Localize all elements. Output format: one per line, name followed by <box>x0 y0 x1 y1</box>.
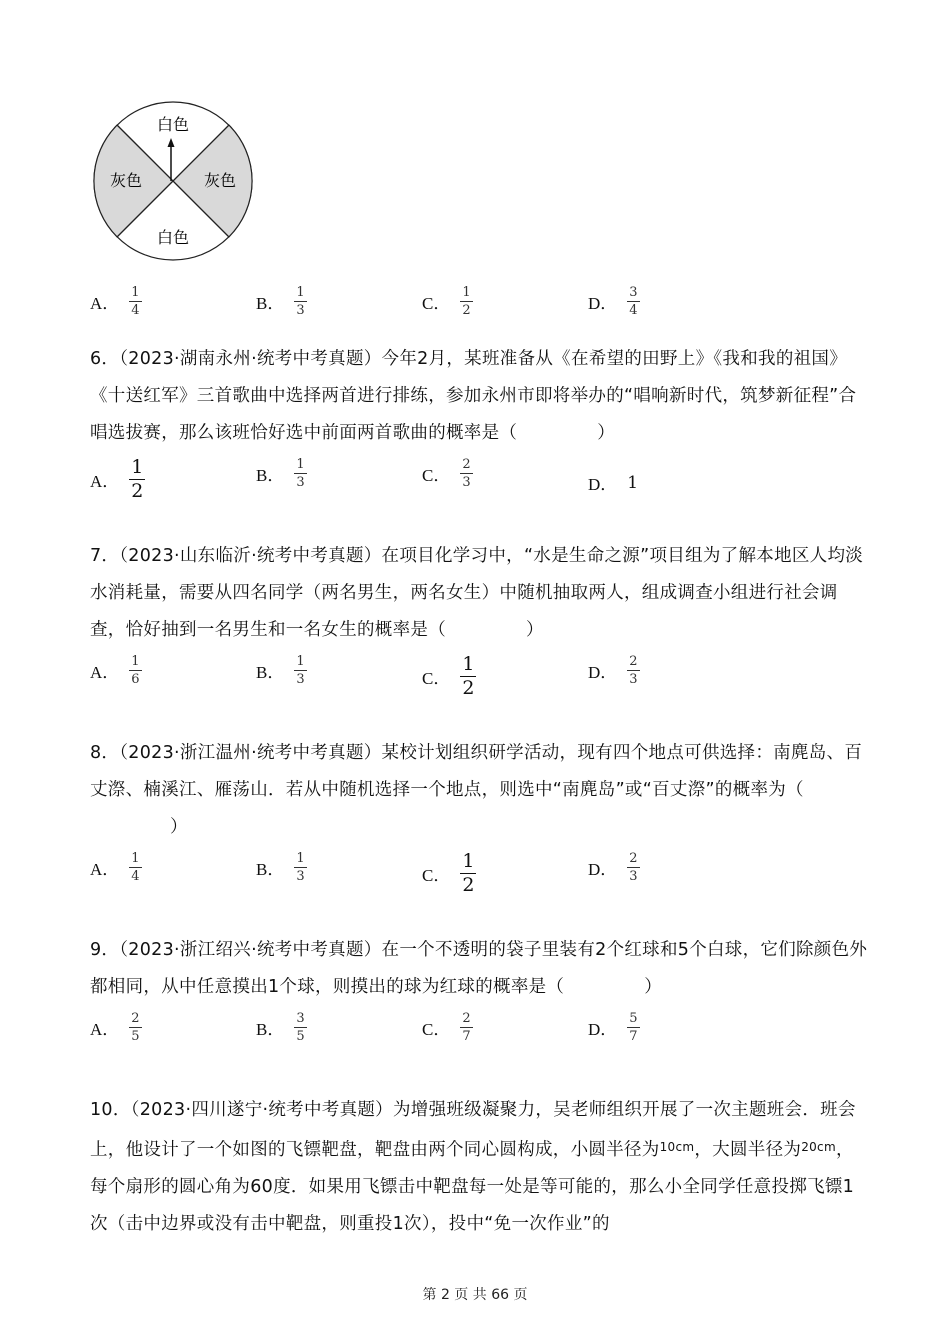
q5-option-b: B． $\frac{1}{3}$ <box>256 285 305 318</box>
question-6: 6．（2023·湖南永州·统考中考真题）今年2月，某班准备从《在希望的田野上》《我和我的祖国》《十送红军》三首歌曲中选择两首进行排练，参加永州市即将举办的“唱响新时代，筑梦新征程”合唱选拔赛，那么该班恰好选中前面两首歌曲的概率是（ ） <box>90 349 857 443</box>
q8-option-a: A． $\frac{1}{4}$ <box>90 851 140 884</box>
q5-option-d: D． $\frac{3}{4}$ <box>588 285 638 318</box>
page-footer: 第 2 页 共 66 页 <box>422 1287 528 1303</box>
q6-option-c: C． $\frac{2}{3}$ <box>422 457 471 490</box>
q8-option-d: D． $\frac{2}{3}$ <box>588 851 638 884</box>
q5-option-a: A． $\frac{1}{4}$ <box>90 285 140 318</box>
q9-option-d: D． $\frac{5}{7}$ <box>588 1011 638 1044</box>
q6-option-d: D． 1 <box>588 472 639 494</box>
q7-option-d: D． $\frac{2}{3}$ <box>588 654 638 687</box>
wheel-label-right: 灰色 <box>203 171 237 190</box>
question-10: 10．（2023·四川遂宁·统考中考真题）为增强班级凝聚力，吴老师组织开展了一次主题班会．班会上，他设计了一个如图的飞镖靶盘，靶盘由两个同心圆构成，小圆半径为$^{10cm}$，大圆半径为$^{20cm}$，每个扇形的圆心角为60度．如果用飞镖击中靶盘每一处是等可能的，那么小全同学任意投掷飞镖1次（击中边界或没有击中靶盘，则重投1次），投中“免一次作业”的 <box>90 1100 856 1234</box>
wheel-label-left: 灰色 <box>109 171 143 190</box>
question-7: 7．（2023·山东临沂·统考中考真题）在项目化学习中，“水是生命之源”项目组为了解本地区人均淡水消耗量，需要从四名同学（两名男生，两名女生）中随机抽取两人，组成调查小组进行社会调查，恰好抽到一名男生和一名女生的概率是（ ） <box>90 546 864 640</box>
q7-option-b: B． $\frac{1}{3}$ <box>256 654 305 687</box>
q6-option-a: A． $\frac{1}{2}$ <box>90 456 144 502</box>
question-9: 9．（2023·浙江绍兴·统考中考真题）在一个不透明的袋子里装有2个红球和5个白球，它们除颜色外都相同，从中任意摸出1个球，则摸出的球为红球的概率是（ ） <box>90 940 868 997</box>
q7-option-c: C． $\frac{1}{2}$ <box>422 653 475 699</box>
q9-option-a: A． $\frac{2}{5}$ <box>90 1011 140 1044</box>
q5-options <box>0 286 950 336</box>
q8-option-c: C． $\frac{1}{2}$ <box>422 850 475 896</box>
q7-options <box>0 655 950 705</box>
q8-option-b: B． $\frac{1}{3}$ <box>256 851 305 884</box>
q7-option-a: A． $\frac{1}{6}$ <box>90 654 140 687</box>
q9-option-c: C． $\frac{2}{7}$ <box>422 1011 471 1044</box>
q8-options <box>0 852 950 902</box>
spinner-wheel <box>92 100 254 262</box>
q5-option-c: C． $\frac{1}{2}$ <box>422 285 471 318</box>
q6-options <box>0 458 950 508</box>
q6-option-b: B． $\frac{1}{3}$ <box>256 457 305 490</box>
question-8: 8．（2023·浙江温州·统考中考真题）某校计划组织研学活动，现有四个地点可供选择：南麂岛、百丈漈、楠溪江、雁荡山．若从中随机选择一个地点，则选中“南麂岛”或“百丈漈”的概率为（） <box>90 743 863 837</box>
q9-option-b: B． $\frac{3}{5}$ <box>256 1011 305 1044</box>
q9-options <box>0 1012 950 1062</box>
wheel-label-top: 白色 <box>156 115 190 134</box>
wheel-label-bottom: 白色 <box>156 228 190 247</box>
